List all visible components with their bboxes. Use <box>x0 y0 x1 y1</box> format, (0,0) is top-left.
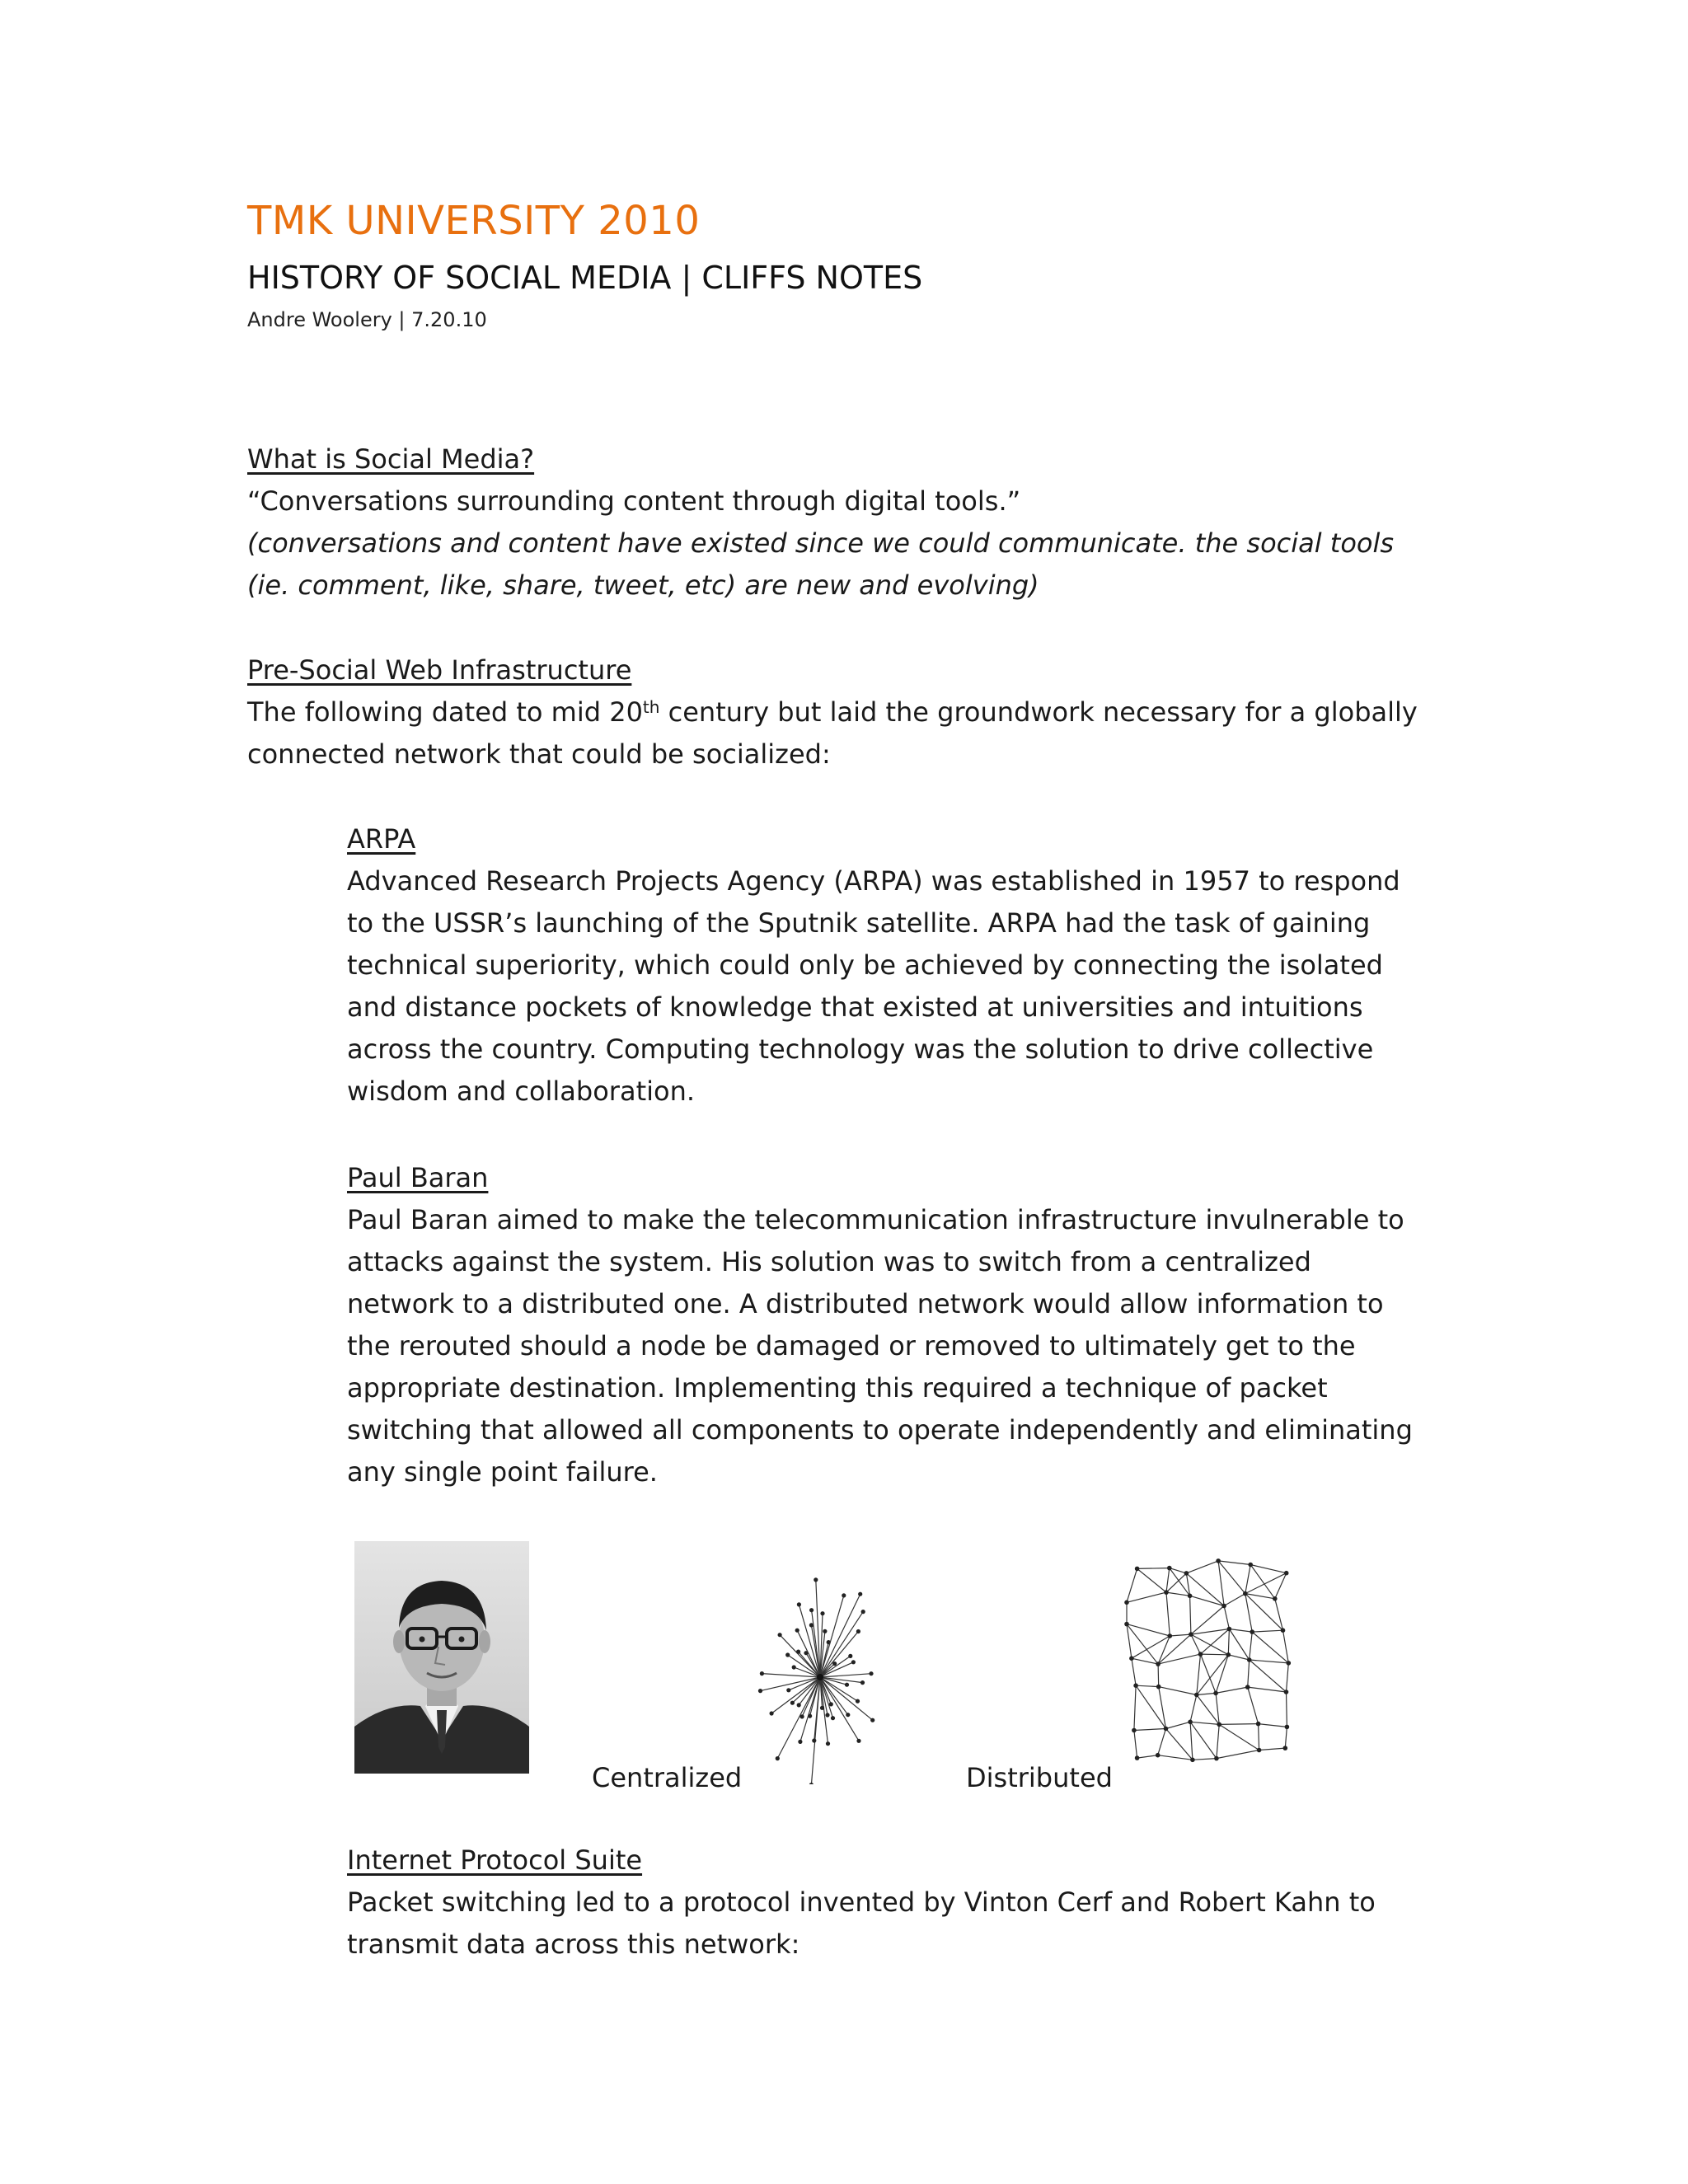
network-link <box>1252 1632 1288 1663</box>
network-node <box>1133 1683 1138 1688</box>
network-node <box>792 1665 796 1669</box>
network-link <box>1216 1693 1219 1724</box>
network-node <box>1188 1720 1193 1725</box>
network-node <box>1194 1693 1199 1698</box>
network-node <box>814 1577 818 1582</box>
network-node <box>1287 1661 1292 1666</box>
distributed-network-diagram <box>1121 1558 1302 1780</box>
network-node <box>846 1713 850 1717</box>
network-link <box>1158 1729 1166 1755</box>
network-link <box>1283 1630 1289 1663</box>
network-link <box>1170 1568 1187 1573</box>
network-link <box>1224 1606 1229 1629</box>
network-link <box>1190 1722 1219 1724</box>
network-node <box>785 1652 790 1657</box>
network-node <box>796 1650 800 1654</box>
section-paul-baran <box>347 1157 1443 1493</box>
network-node <box>1132 1728 1137 1733</box>
network-link <box>1137 1568 1166 1592</box>
network-node <box>1164 1727 1169 1732</box>
network-link <box>1158 1755 1193 1760</box>
network-link <box>1259 1748 1286 1750</box>
network-node <box>856 1739 860 1743</box>
network-link <box>1285 1727 1287 1748</box>
network-node <box>1273 1596 1278 1601</box>
section-heading: What is Social Media? <box>247 443 535 475</box>
network-node <box>1124 1601 1129 1605</box>
network-node <box>758 1689 762 1693</box>
network-link <box>1197 1693 1216 1694</box>
network-link <box>1216 1687 1248 1693</box>
network-link <box>1186 1573 1224 1606</box>
network-node <box>845 1683 849 1687</box>
paragraph-line: Packet switching led to a protocol invented by Vinton Cerf and Robert Kahn to <box>347 1886 1376 1918</box>
paragraph-line: the rerouted should a node be damaged or removed to ultimately get to the <box>347 1330 1356 1361</box>
network-link <box>1166 1729 1193 1760</box>
network-link <box>1137 1568 1170 1569</box>
network-link <box>1217 1724 1219 1758</box>
network-link <box>1197 1655 1229 1695</box>
network-link <box>1248 1687 1259 1724</box>
document-title: TMK UNIVERSITY 2010 <box>247 198 701 244</box>
paragraph-line: any single point failure. <box>347 1456 658 1488</box>
paragraph-line <box>247 691 1484 733</box>
network-link <box>1136 1685 1159 1686</box>
network-link <box>1250 1660 1289 1663</box>
section-heading: Pre-Social Web Infrastructure <box>247 654 632 686</box>
network-node <box>1247 1657 1252 1662</box>
network-node <box>1256 1722 1261 1727</box>
network-node <box>829 1702 833 1706</box>
network-node <box>1257 1748 1262 1753</box>
network-link <box>777 1677 820 1759</box>
network-node <box>1124 1622 1129 1627</box>
network-link <box>1248 1660 1250 1687</box>
network-node <box>1283 1746 1288 1750</box>
network-node <box>776 1756 780 1760</box>
network-node <box>851 1660 856 1664</box>
network-link <box>1219 1724 1259 1750</box>
network-node <box>1250 1629 1254 1634</box>
network-node <box>1156 1661 1160 1666</box>
network-node <box>1156 1753 1160 1758</box>
network-link <box>1127 1624 1170 1636</box>
network-link <box>1158 1634 1191 1664</box>
network-node <box>832 1661 837 1666</box>
section-arpa <box>347 818 1443 1113</box>
section-heading: Paul Baran <box>347 1162 489 1193</box>
network-node <box>795 1629 799 1633</box>
network-link <box>1127 1592 1166 1602</box>
paragraph-line: connected network that could be socialized: <box>247 738 831 770</box>
network-node <box>869 1671 873 1675</box>
paragraph-line: technical superiority, which could only be achieved by connecting the isolated <box>347 949 1383 981</box>
network-link <box>1275 1573 1287 1599</box>
caption-centralized: Centralized <box>592 1762 743 1793</box>
network-node <box>1156 1685 1161 1690</box>
network-node <box>825 1713 829 1717</box>
network-link <box>1228 1629 1229 1655</box>
network-node <box>812 1738 816 1742</box>
network-node <box>860 1680 865 1685</box>
network-link <box>1217 1750 1259 1759</box>
network-node <box>790 1701 795 1705</box>
network-link <box>1186 1561 1218 1573</box>
network-node <box>842 1593 846 1597</box>
network-node <box>1281 1628 1286 1633</box>
paragraph-line: to the USSR’s launching of the Sputnik satellite. ARPA had the task of gaining <box>347 907 1371 939</box>
network-link <box>1275 1599 1283 1630</box>
network-node <box>797 1703 801 1707</box>
paragraph-line: transmit data across this network: <box>347 1929 800 1960</box>
network-node <box>770 1711 774 1715</box>
network-link <box>1166 1568 1170 1593</box>
section-heading: ARPA <box>347 823 416 855</box>
network-link <box>1166 1592 1170 1636</box>
network-link <box>1190 1722 1193 1760</box>
network-node <box>1198 1652 1203 1657</box>
paragraph-line: network to a distributed one. A distributed network would allow information to <box>347 1288 1384 1319</box>
paragraph-line: appropriate destination. Implementing this required a technique of packet <box>347 1372 1328 1404</box>
network-node <box>1226 1652 1231 1657</box>
centralized-network-diagram <box>754 1554 894 1784</box>
superscript: th <box>642 697 660 717</box>
network-node <box>820 1706 824 1710</box>
network-link <box>1252 1630 1282 1632</box>
network-link <box>1224 1594 1245 1606</box>
network-node <box>786 1688 790 1692</box>
network-node <box>798 1740 802 1744</box>
network-link <box>1229 1629 1252 1633</box>
section-internet-protocol-suite <box>347 1840 1443 1966</box>
network-link <box>1134 1685 1136 1730</box>
definition-note-line: (conversations and content have existed since we could communicate. the social tools <box>247 527 1395 559</box>
network-link <box>1136 1685 1165 1728</box>
hub-node <box>817 1674 823 1680</box>
network-link <box>1219 1724 1258 1725</box>
network-node <box>1284 1690 1289 1694</box>
text-run: century but laid the groundwork necessary for a globally <box>659 696 1418 728</box>
network-link <box>1190 1722 1217 1758</box>
network-node <box>848 1654 852 1658</box>
network-link <box>1250 1660 1287 1692</box>
text-run: The following dated to mid 20 <box>247 696 643 728</box>
network-node <box>1214 1756 1219 1761</box>
network-link <box>1166 1592 1190 1596</box>
network-node <box>858 1592 862 1596</box>
network-link <box>1137 1755 1158 1758</box>
network-link <box>1201 1654 1229 1655</box>
network-node <box>1213 1691 1218 1696</box>
paragraph-line: Paul Baran aimed to make the telecommunication infrastructure invulnerable to <box>347 1204 1404 1235</box>
network-node <box>1284 1571 1289 1576</box>
section-what-is-social-media <box>247 438 1484 607</box>
definition-quote: “Conversations surrounding content through digital tools.” <box>247 485 1021 517</box>
network-link <box>1166 1722 1191 1728</box>
network-node <box>1243 1591 1248 1596</box>
network-link <box>1127 1568 1137 1602</box>
network-node <box>760 1671 764 1675</box>
network-link <box>1197 1654 1201 1694</box>
paragraph-line: across the country. Computing technology was the solution to drive collective <box>347 1033 1374 1065</box>
network-link <box>1159 1687 1166 1729</box>
network-node <box>1248 1563 1253 1568</box>
network-link <box>1287 1663 1289 1692</box>
network-link <box>1134 1731 1137 1759</box>
network-link <box>1158 1654 1200 1664</box>
network-node <box>1245 1685 1250 1690</box>
network-node <box>1217 1722 1221 1727</box>
portrait-photo <box>354 1541 529 1774</box>
section-pre-social-web <box>247 649 1484 776</box>
paragraph-line: attacks against the system. His solution was to switch from a centralized <box>347 1246 1311 1277</box>
network-node <box>797 1602 801 1606</box>
network-link <box>1170 1634 1191 1636</box>
network-node <box>1168 1633 1173 1638</box>
network-link <box>1250 1632 1253 1660</box>
paragraph-line: wisdom and collaboration. <box>347 1076 696 1107</box>
network-node <box>1167 1566 1172 1571</box>
network-node <box>1188 1594 1193 1599</box>
paragraph-line: and distance pockets of knowledge that existed at universities and intuitions <box>347 991 1363 1023</box>
definition-note-line: (ie. comment, like, share, tweet, etc) are new and evolving) <box>247 569 1039 601</box>
network-node <box>809 1608 814 1612</box>
network-node <box>870 1718 874 1722</box>
network-node <box>856 1699 860 1704</box>
network-link <box>1158 1664 1159 1687</box>
network-node <box>778 1633 782 1637</box>
network-link <box>1218 1561 1250 1565</box>
network-node <box>831 1716 835 1720</box>
network-node <box>1164 1590 1169 1595</box>
network-link <box>1159 1687 1197 1695</box>
network-node <box>1184 1571 1189 1576</box>
paragraph-line: switching that allowed all components to operate independently and eliminating <box>347 1414 1413 1446</box>
network-node <box>823 1629 827 1633</box>
network-link <box>1190 1695 1197 1722</box>
network-link <box>1166 1573 1186 1592</box>
network-link <box>1190 1596 1191 1634</box>
network-node <box>1190 1758 1195 1763</box>
network-node <box>1285 1725 1290 1730</box>
network-link <box>1245 1573 1287 1594</box>
network-link <box>1134 1729 1166 1731</box>
network-node <box>1216 1558 1221 1563</box>
network-node <box>1189 1632 1193 1637</box>
network-node <box>856 1629 860 1633</box>
network-link <box>1259 1724 1287 1727</box>
section-heading: Internet Protocol Suite <box>347 1844 643 1876</box>
network-link <box>1158 1636 1170 1664</box>
network-node <box>1129 1656 1134 1661</box>
paragraph-line: Advanced Research Projects Agency (ARPA) was established in 1957 to respond <box>347 865 1400 897</box>
network-node <box>861 1610 865 1614</box>
network-link <box>1197 1695 1219 1725</box>
network-node <box>1135 1567 1140 1572</box>
caption-distributed: Distributed <box>966 1762 1113 1793</box>
network-node <box>809 1783 814 1784</box>
network-link <box>1245 1565 1250 1594</box>
network-link <box>1193 1759 1217 1760</box>
network-node <box>1227 1627 1232 1632</box>
document-subtitle: HISTORY OF SOCIAL MEDIA | CLIFFS NOTES <box>247 260 923 296</box>
network-link <box>1248 1687 1287 1692</box>
network-link <box>1216 1655 1228 1694</box>
network-link <box>1191 1634 1228 1655</box>
network-link <box>1132 1658 1136 1685</box>
portrait-illustration <box>354 1541 529 1774</box>
network-node <box>1221 1604 1226 1609</box>
network-node <box>826 1741 830 1746</box>
network-node <box>1135 1755 1140 1760</box>
network-node <box>820 1611 824 1615</box>
network-link <box>1218 1561 1224 1606</box>
byline: Andre Woolery | 7.20.10 <box>247 308 487 331</box>
